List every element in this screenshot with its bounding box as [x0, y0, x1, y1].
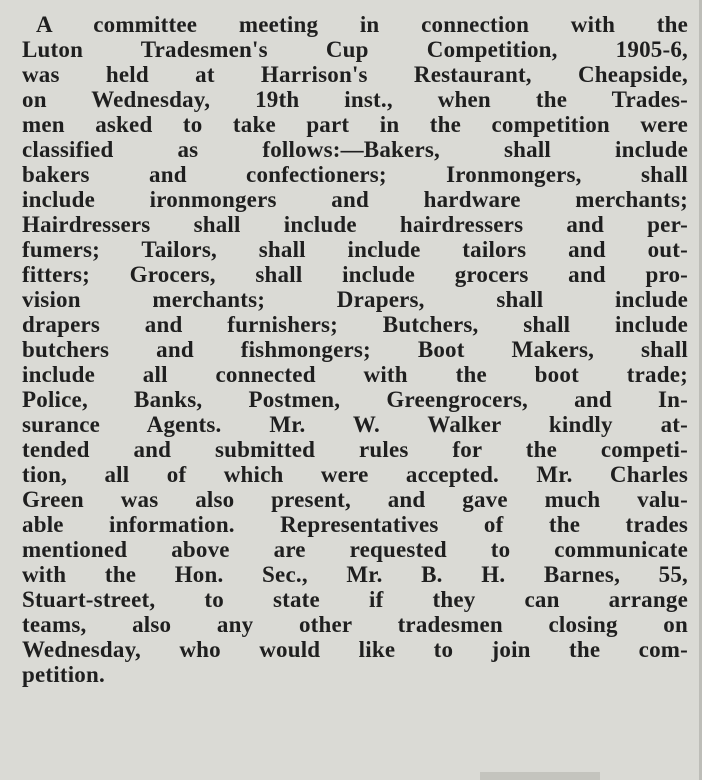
article-line: A committee meeting in connection with the [36, 12, 688, 37]
article-line: Hairdressers shall include hairdressers and per- [22, 212, 688, 237]
article-line: Police, Banks, Postmen, Greengrocers, and In- [22, 387, 688, 412]
article-line: tion, all of which were accepted. Mr. Charles [22, 462, 688, 487]
article-body [22, 12, 688, 687]
article-line: Luton Tradesmen's Cup Competition, 1905-6, [22, 37, 688, 62]
article-line: mentioned above are requested to communicate [22, 537, 688, 562]
article-line: butchers and fishmongers; Boot Makers, shall [22, 337, 688, 362]
article-line: with the Hon. Sec., Mr. B. H. Barnes, 55, [22, 562, 688, 587]
article-line: Stuart-street, to state if they can arrange [22, 587, 688, 612]
article-line: on Wednesday, 19th inst., when the Trades- [22, 87, 688, 112]
article-line: petition. [22, 662, 105, 687]
article-line: fitters; Grocers, shall include grocers and pro- [22, 262, 688, 287]
article-line: tended and submitted rules for the competi- [22, 437, 688, 462]
article-line: bakers and confectioners; Ironmongers, shall [22, 162, 688, 187]
clipped-text-fragment [480, 772, 600, 780]
article-line: surance Agents. Mr. W. Walker kindly at- [22, 412, 688, 437]
article-line: teams, also any other tradesmen closing on [22, 612, 688, 637]
article-line: Green was also present, and gave much valu- [22, 487, 688, 512]
article-line: drapers and furnishers; Butchers, shall include [22, 312, 688, 337]
article-line: fumers; Tailors, shall include tailors and out- [22, 237, 688, 262]
article-line: was held at Harrison's Restaurant, Cheapside, [22, 62, 688, 87]
article-line: include all connected with the boot trade; [22, 362, 688, 387]
article-line: include ironmongers and hardware merchants; [22, 187, 688, 212]
article-line: classified as follows:—Bakers, shall include [22, 137, 688, 162]
article-line: able information. Representatives of the trades [22, 512, 688, 537]
article-line: Wednesday, who would like to join the com- [22, 637, 688, 662]
article-line: men asked to take part in the competition were [22, 112, 688, 137]
article-line: vision merchants; Drapers, shall include [22, 287, 688, 312]
